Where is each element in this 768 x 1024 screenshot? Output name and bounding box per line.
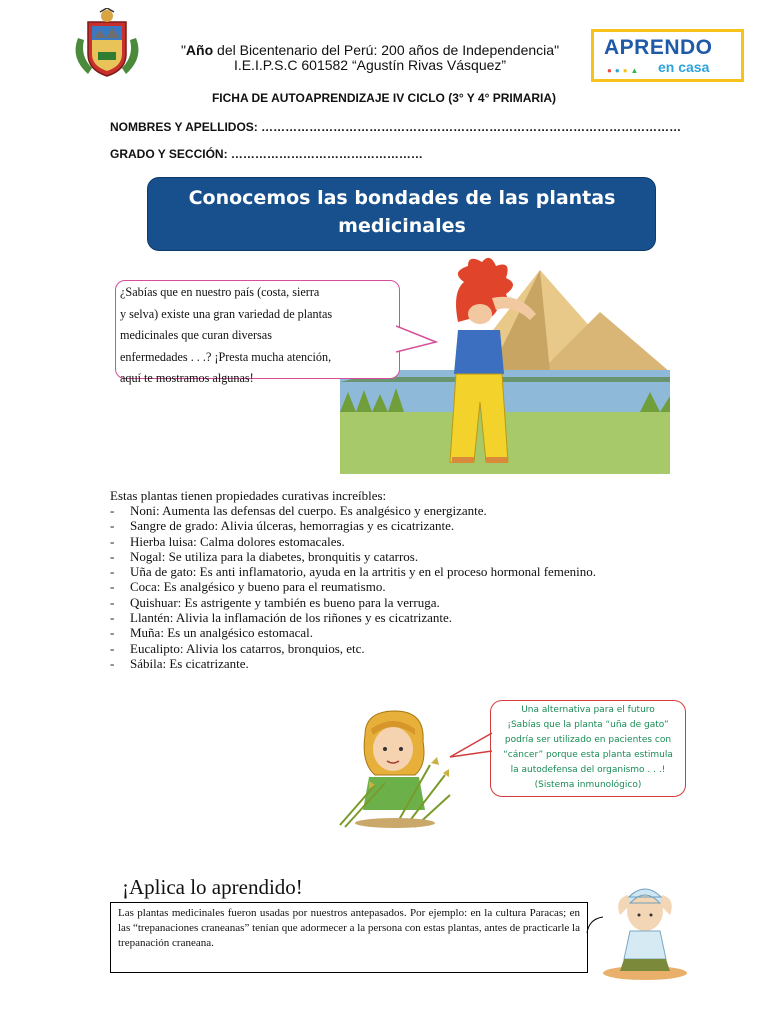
speech-bubble-2-tail-icon [448,725,494,765]
list-item: - Coca: Es analgésico y bueno para el reumatismo. [110,579,386,595]
list-item: - Sangre de grado: Alivia úlceras, hemorragias y es cicatrizante. [110,518,455,534]
list-item: - Quishuar: Es astrigente y también es bueno para la verruga. [110,594,440,610]
header-line-1: "Año del Bicentenario del Perú: 200 años de Independencia" [180,42,560,58]
speech-line: podría ser utilizado en pacientes con [504,735,672,745]
plant-list [110,503,596,671]
logo-dots-icon: ●●●▲ [607,66,642,75]
speech-line: la autodefensa del organismo . . .! [510,765,666,775]
header-year-word: Año [185,42,214,58]
logo-word-2: en casa [658,59,710,75]
list-item: - Noni: Aumenta las defensas del cuerpo. Es analgésico y energizante. [110,503,487,518]
speech-line: aquí te mostramos algunas! [120,371,254,385]
list-item: - Muña: Es un analgésico estomacal. [110,625,314,641]
apply-section-title: ¡Aplica lo aprendido! [122,875,303,899]
speech-line: ¿Sabías que en nuestro país (costa, sierra [120,285,320,299]
list-item: - Eucalipto: Alivia los catarros, bronquios, etc. [110,640,365,656]
list-item: - Llantén: Alivia la inflamación de los riñones y es cicatrizante. [110,610,452,626]
banner-line-1: Conocemos las bondades de las plantas [188,187,616,209]
speech-line: enfermedades . . .? ¡Presta mucha atención, [120,349,332,364]
list-item: - Nogal: Se utiliza para la diabetes, bronquitis y catarros. [110,548,419,564]
grade-field-label: GRADO Y SECCIÓN: ………………………………………… [110,147,423,161]
girl-with-plants-illustration [335,705,455,830]
list-item: - Sábila: Es cicatrizante. [110,655,249,671]
header-line-2: I.E.I.P.S.C 601582 “Agustín Rivas Vásquez” [233,57,507,73]
worksheet-title: FICHA DE AUTOAPRENDIZAJE IV CICLO (3° Y 4° PRIMARIA) [211,91,557,105]
speech-line: medicinales que curan diversas [120,328,272,342]
logo-word-1: APRENDO [604,36,713,59]
crest-emblem-icon [70,8,144,80]
speech-line: (Sistema inmunológico) [534,780,642,790]
list-item: - Hierba luisa: Calma dolores estomacales. [110,533,345,549]
speech-line: Una alternativa para el futuro [521,705,655,715]
title-banner-text [160,184,644,240]
name-field-label: NOMBRES Y APELLIDOS: …………………………………………………………………………………………… [110,120,682,134]
speech-bubble-info-text [120,282,360,390]
apply-text: Las plantas medicinales fueron usadas por nuestros antepasados. Por ejemplo: en la cultura Paracas; en las “trepanaciones craneanas” tenían que adormecer a la persona con estas plantas, antes de practicarle la trepanación craneana. [118,907,580,949]
plants-intro: Estas plantas tienen propiedades curativas increíbles: [110,488,387,503]
speech-line: ¡Sabías que la planta “uña de gato” [507,720,669,730]
banner-line-2: medicinales [338,215,466,237]
boy-with-bandage-illustration [600,885,690,980]
list-item: - Uña de gato: Es anti inflamatorio, ayuda en la artritis y en el proceso hormonal femenino. [110,564,597,580]
speech-bubble-fact-text [492,703,684,793]
aprendo-en-casa-logo [591,29,744,82]
speech-line: y selva) existe una gran variedad de plantas [120,306,333,321]
speech-line: “cáncer” porque esta planta estimula [503,750,673,760]
speech-bubble-tail-icon [396,320,440,360]
